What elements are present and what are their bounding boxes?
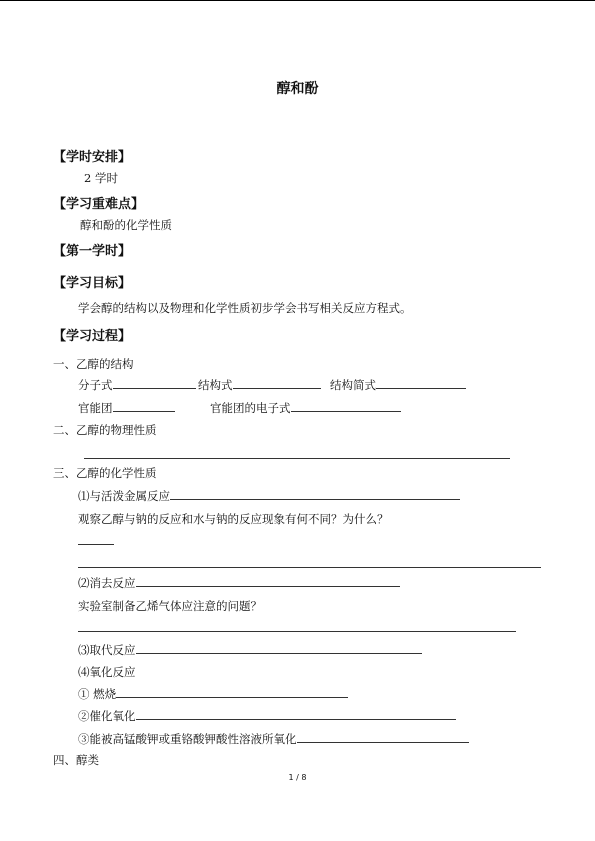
goals-text: 学会醇的结构以及物理和化学性质初步学会书写相关反应方程式。 [78,301,412,315]
answer-line[interactable] [84,458,510,459]
oxidation-2-blank[interactable] [136,708,456,720]
molecular-formula-row [78,377,196,393]
functional-group-blank[interactable] [113,400,175,412]
reaction-2-row [78,575,400,591]
reaction-3-label: ⑶取代反应 [78,643,136,657]
page-number: 1 / 8 [288,773,307,782]
answer-line[interactable] [78,631,516,632]
heading-key-points: 【学习重难点】 [53,197,145,212]
simplified-formula-label: 结构简式 [330,378,376,392]
header-rule [0,0,595,1]
heading-schedule: 【学时安排】 [53,150,132,165]
molecular-formula-label: 分子式 [78,378,113,392]
electron-formula-row [210,400,401,416]
oxidation-3-blank[interactable] [297,731,469,743]
reaction-1-row [78,488,460,504]
section-4-title: 四、醇类 [53,753,99,767]
oxidation-3-label: ③能被高锰酸钾或重铬酸钾酸性溶液所氧化 [78,732,297,746]
section-1-title: 一、乙醇的结构 [53,357,134,371]
section-3-title: 三、乙醇的化学性质 [53,466,157,480]
reaction-4-title: ⑷氧化反应 [78,665,136,679]
electron-formula-label: 官能团的电子式 [210,401,291,415]
structural-formula-label: 结构式 [198,378,233,392]
simplified-formula-blank[interactable] [376,377,466,389]
electron-formula-blank[interactable] [291,400,401,412]
answer-line-short[interactable] [78,544,114,545]
reaction-2-blank[interactable] [136,575,400,587]
structural-formula-row [198,377,321,393]
reaction-2-label: ⑵消去反应 [78,576,136,590]
section-2-title: 二、乙醇的物理性质 [53,423,157,437]
oxidation-1-label: ① 燃烧 [78,687,117,701]
reaction-3-blank[interactable] [136,642,422,654]
oxidation-3-row [78,731,469,747]
oxidation-1-blank[interactable] [116,686,348,698]
functional-group-label: 官能团 [78,401,113,415]
reaction-1-label: ⑴与活泼金属反应 [78,489,170,503]
simplified-formula-row [330,377,466,393]
structural-formula-blank[interactable] [233,377,321,389]
oxidation-1-row [78,686,348,702]
page-title: 醇和酚 [276,81,319,97]
reaction-3-row [78,642,422,658]
heading-goals: 【学习目标】 [53,276,132,291]
heading-first-period: 【第一学时】 [53,244,132,259]
reaction-1-blank[interactable] [170,488,460,500]
oxidation-2-row [78,708,456,724]
oxidation-2-label: ②催化氧化 [78,709,136,723]
functional-group-row [78,400,175,416]
schedule-text: 2 学时 [84,171,118,185]
answer-line[interactable] [78,567,541,568]
molecular-formula-blank[interactable] [113,377,196,389]
key-points-text: 醇和酚的化学性质 [80,218,172,232]
question-1: 观察乙醇与钠的反应和水与钠的反应现象有何不同？为什么？ [78,512,389,526]
heading-process: 【学习过程】 [53,329,132,344]
question-2: 实验室制备乙烯气体应注意的问题？ [78,599,262,613]
